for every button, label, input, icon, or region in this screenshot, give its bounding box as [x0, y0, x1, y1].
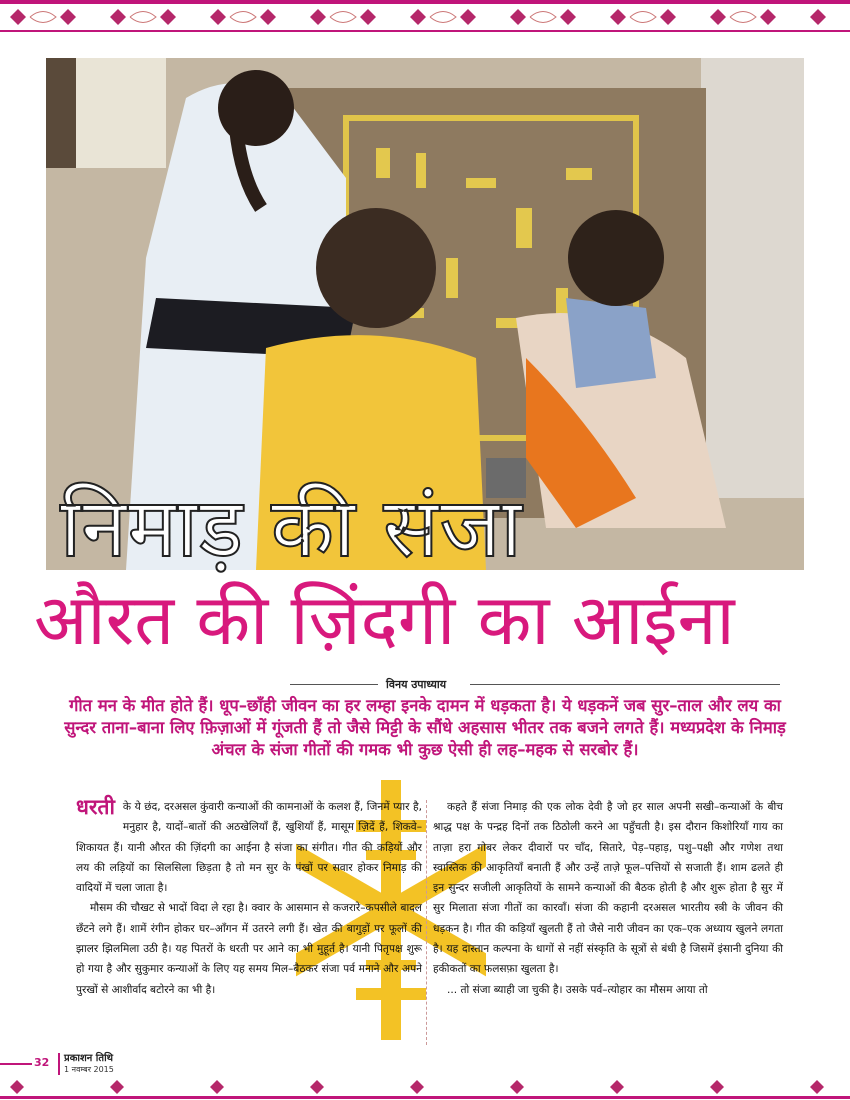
left-column-p1-text: के ये छंद, दरअसल कुंवारी कन्याओं की कामनाओं के कलश हैं, जिनमें प्यार है, मनुहार है, यादों–बातों की अठखेलियाँ हैं, खुशियाँ हैं, मासूम ज़िदें हैं, शिकवे–शिकायत हैं। यानी औरत की ज़िंदगी का आईना है संजा का संगीत। गीत की कड़ियों और लय की लड़ियों का सिलसिला छिड़ता है तो मन सुर के पंखों पर सवार होकर निमाड़ की वादियों में चला जाता है।	[76, 801, 422, 895]
byline-row	[70, 677, 780, 691]
column-divider	[426, 800, 428, 1045]
right-column-paragraph-1: कहते हैं संजा निमाड़ की एक लोक देवी है जो हर साल अपनी सखी–कन्याओं के बीच श्राद्ध पक्ष के पन्द्रह दिनों तक ठिठोली करने आ पहुँचती है। इस दौरान किशोरियाँ गाय का ताज़ा हरा गोबर लेकर दीवारों पर चाँद, सितारे, पेड़–पहाड़, पशु–पक्षी और गणेश तथा स्वास्तिक की आकृतियाँ बनाती हैं और उन्हें ताज़े फूल–पत्तियों से सजाती हैं। शाम ढलते ही इन सुन्दर सजीली आकृतियों के सामने कन्याओं की बैठक होती है और शुरू होता है सुर में सुर मिलाता संजा गीतों का कारवाँ। संजा की कहानी दरअसल भारतीय स्त्री के जीवन की धड़कन है। गीत की कड़ियाँ खुलती हैं तो जैसे नारी जीवन का एक–एक अध्याय खुलने लगता है। यह दास्तान कल्पना के धागों से नहीं संस्कृति के सूत्रों से बंधी है जिसमें इंसानी दुनिया की हकीकतों का फलसफ़ा खुलता है।	[433, 801, 783, 976]
bottom-decorative-border	[0, 1076, 850, 1100]
right-column-paragraph-2: ... तो संजा ब्याही जा चुकी है। उसके पर्व–त्योहार का मौसम आया तो	[447, 983, 708, 996]
byline-rule-right	[470, 684, 780, 685]
left-column-paragraph-1	[76, 797, 422, 898]
byline-rule-left	[290, 684, 378, 685]
article-title-line1: निमाड़ की संजा	[60, 481, 523, 576]
right-column	[433, 797, 783, 1000]
left-column	[76, 797, 422, 1000]
publication-name: प्रकाशन तिथि	[64, 1053, 114, 1064]
left-column-paragraph-2: मौसम की चौखट से भादों विदा ले रहा है। क्वार के आसमान से कजरारे–कपसीले बादल छँटने लगे हैं। शामें रंगीन होकर घर–आँगन में उतरने लगी हैं। खेत की बागुड़ों पर फूलों की झालर झिलमिला उठी है। यह पितरों के धरती पर आने का भी मुहूर्त है। यानी पितृपक्ष शुरू हो गया है और सुकुमार कन्याओं के लिए यह समय मिल–बैठकर संजा पर्व मनाने और अपने पुरखों से आशीर्वाद बटोरने का भी है।	[76, 902, 422, 996]
intro-paragraph: गीत मन के मीत होते हैं। धूप–छाँही जीवन का हर लम्हा इनके दामन में धड़कता है। ये धड़कनें जब सुर–ताल और लय का सुन्दर ताना–बाना लिए फ़िज़ाओं में गूंजती हैं तो जैसे मिट्टी के सौंधे अहसास भीतर तक बजने लगते हैं। मध्यप्रदेश के निमाड़ अंचल के संजा गीतों की गमक भी कुछ ऐसी ही लह–महक से सरबोर हैं।	[64, 696, 786, 759]
publication-date: 1 नवम्बर 2015	[64, 1065, 114, 1074]
page-number: 32	[34, 1056, 50, 1069]
top-decorative-border	[0, 0, 850, 34]
page-footer	[0, 1052, 850, 1076]
author-byline: विनय उपाध्याय	[386, 678, 447, 691]
article-title-line2: औरत की ज़िंदगी का आईना	[34, 579, 735, 661]
publication-box	[58, 1053, 114, 1075]
drop-word: धरती	[76, 795, 115, 819]
